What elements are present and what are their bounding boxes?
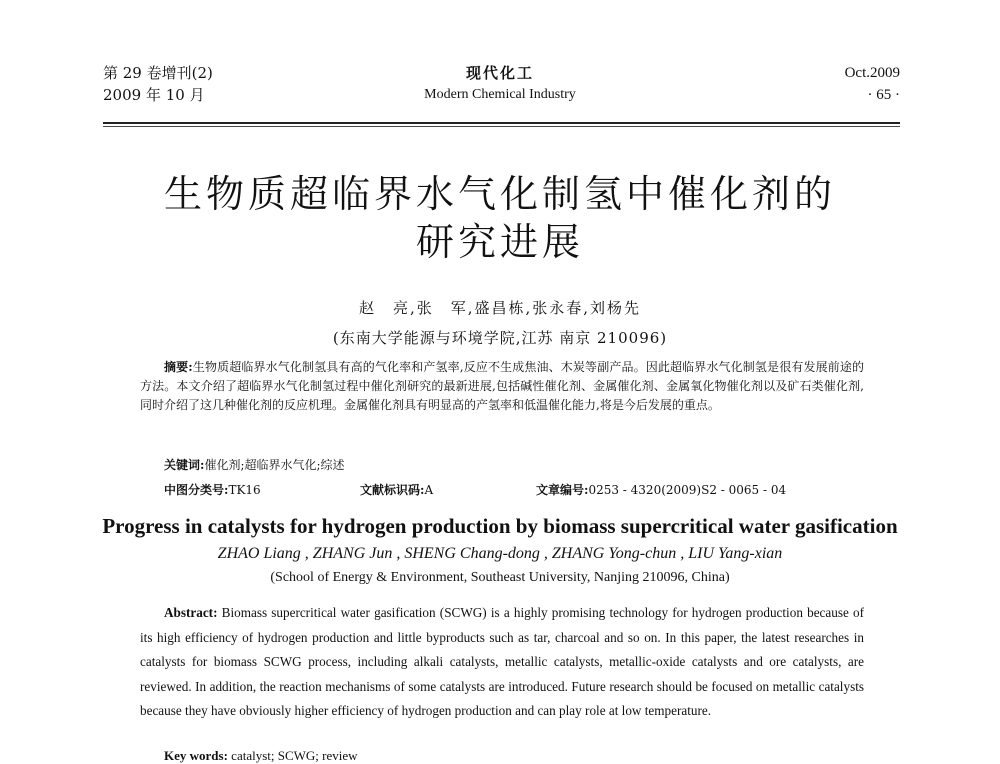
paper-title-en: Progress in catalysts for hydrogen production by biomass supercritical water gasification xyxy=(102,514,898,538)
keywords-en-label: Key words: xyxy=(164,748,228,763)
abstract-cn-label: 摘要: xyxy=(164,360,193,374)
paper-title-cn xyxy=(0,170,1000,266)
article-value: 0253 - 4320(2009)S2 - 0065 - 04 xyxy=(588,483,787,497)
header-right xyxy=(845,62,900,106)
journal-name-en: Modern Chemical Industry xyxy=(424,87,576,102)
clc-code xyxy=(164,481,261,498)
page-number: · 65 · xyxy=(867,87,900,103)
authors-cn: 赵 亮,张 军,盛昌栋,张永春,刘杨先 xyxy=(358,299,642,317)
keywords-en-text: catalyst; SCWG; review xyxy=(231,748,358,763)
article-label: 文章编号: xyxy=(536,483,589,497)
authors-en: ZHAO Liang , ZHANG Jun , SHENG Chang-dong , ZHANG Yong-chun , LIU Yang-xian xyxy=(217,545,783,562)
abstract-cn-text: 生物质超临界水气化制氢具有高的气化率和产氢率,反应不生成焦油、木炭等副产品。因此超临界水气化制氢是很有发展前途的方法。本文介绍了超临界水气化制氢过程中催化剂研究的最新进展,包括碱性催化剂、金属催化剂、金属氧化物催化剂以及矿石类催化剂,同时介绍了这几种催化剂的反应机理。金属催化剂具有明显高的产氢率和低温催化能力,将是今后发展的重点。 xyxy=(140,360,864,412)
title-line-2: 研究进展 xyxy=(415,220,584,264)
title-line-1: 生物质超临界水气化制氢中催化剂的 xyxy=(163,172,836,216)
abstract-en-label: Abstract: xyxy=(164,605,218,620)
journal-name-cn: 现代化工 xyxy=(465,64,534,82)
article-number xyxy=(536,481,786,498)
abstract-cn xyxy=(140,358,864,415)
doc-value: A xyxy=(424,483,434,497)
affiliation-cn: (东南大学能源与环境学院,江苏 南京 210096) xyxy=(332,329,668,347)
clc-value: TK16 xyxy=(228,483,261,497)
abstract-en-text: Biomass supercritical water gasification (SCWG) is a highly promising technology for hydrogen production because of its high efficiency of hydrogen production and little byproducts such as tar, charcoal and so on. In this paper, the latest researches in catalysts for biomass SCWG process, including alkali catalysts, metallic catalysts, metallic-oxide catalysts and ore catalysts, are reviewed. In addition, the reaction mechanisms of some catalysts are introduced. Future research should be focused on metallic catalysts because they have obviously higher efficiency of hydrogen production and can play role at low temperature. xyxy=(140,605,864,719)
keywords-cn-text: 催化剂;超临界水气化;综述 xyxy=(204,458,345,472)
doc-code xyxy=(360,481,433,498)
abstract-en xyxy=(140,601,864,724)
keywords-en xyxy=(164,748,358,764)
issue-date-cn: 2009 年 10 月 xyxy=(103,86,205,104)
doc-label: 文献标识码: xyxy=(360,483,425,497)
header-rule-thick xyxy=(103,122,900,124)
issue-date-en: Oct.2009 xyxy=(844,65,900,81)
affiliation-en: (School of Energy & Environment, Southeast University, Nanjing 210096, China) xyxy=(270,570,730,585)
header-rule-thin xyxy=(103,126,900,127)
keywords-cn-label: 关键词: xyxy=(164,458,205,472)
volume-info: 第 29 卷增刊(2) xyxy=(103,64,213,82)
clc-label: 中图分类号: xyxy=(164,483,229,497)
keywords-cn xyxy=(164,456,345,473)
